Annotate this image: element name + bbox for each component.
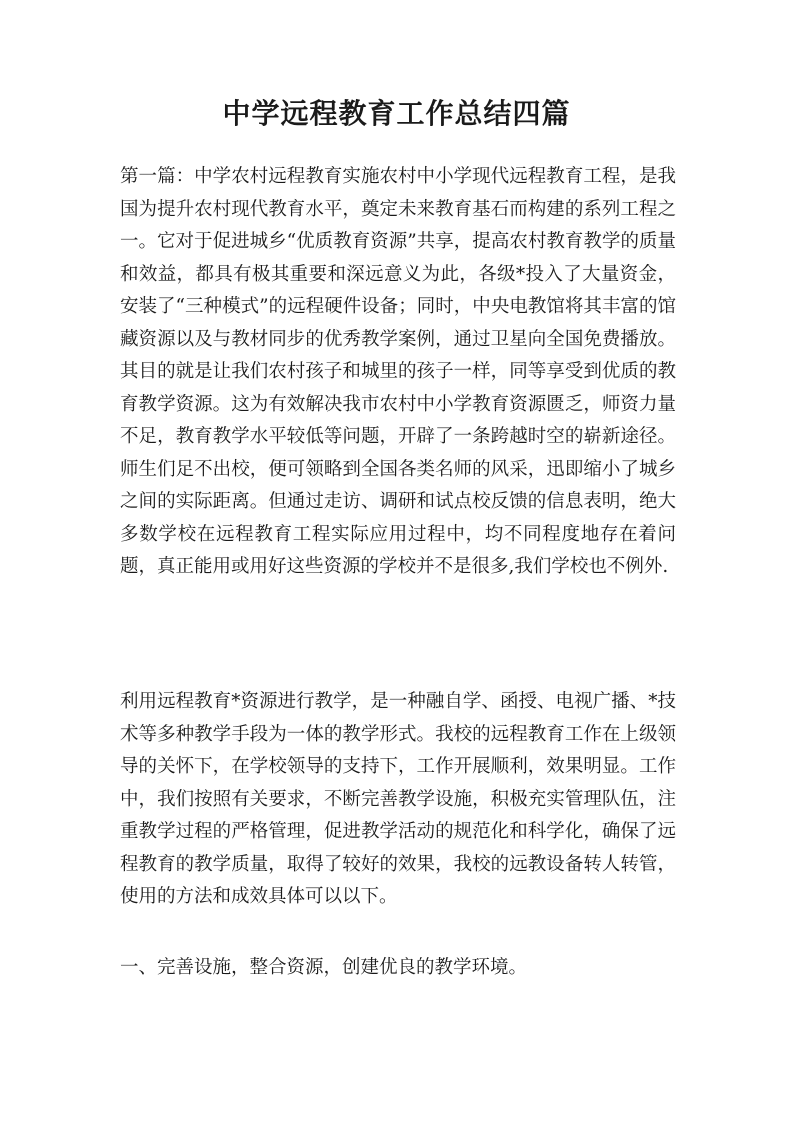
document-title: 中学远程教育工作总结四篇 (222, 97, 571, 130)
body-paragraph: 利用远程教育*资源进行教学，是一种融自学、函授、电视广播、*技术等多种教学手段为一体的教学形式。我校的远程教育工作在上级领导的关怀下，在学校领导的支持下，工作开展顺利，效果明显。工作中，我们按照有关要求，不断完善教学设施，积极充实管理队伍，注重教学过程的严格管理，促进教学活动的规范化和科学化，确保了远程教育的教学质量，取得了较好的效果，我校的远教设备转人转管，使用的方法和成效具体可以以下。 (120, 691, 676, 907)
body-paragraph: 第一篇：中学农村远程教育实施农村中小学现代远程教育工程，是我国为提升农村现代教育水平，奠定未来教育基石而构建的系列工程之一。它对于促进城乡“优质教育资源”共享，提高农村教育教学的质量和效益，都具有极其重要和深远意义为此，各级*投入了大量资金，安装了“三种模式”的远程硬件设备；同时，中央电教馆将其丰富的馆藏资源以及与教材同步的优秀教学案例，通过卫星向全国免费播放。其目的就是让我们农村孩子和城里的孩子一样，同等享受到优质的教育教学资源。这为有效解决我市农村中小学教育资源匮乏，师资力量不足，教育教学水平较低等问题，开辟了一条跨越时空的崭新途径。师生们足不出校，便可领略到全国各类名师的风采，迅即缩小了城乡之间的实际距离。但通过走访、调研和试点校反馈的信息表明，绝大多数学校在远程教育工程实际应用过程中，均不同程度地存在着问题，真正能用或用好这些资源的学校并不是很多,我们学校也不例外. (120, 166, 676, 577)
section-heading: 一、完善设施，整合资源，创建优良的教学环境。 (120, 957, 528, 978)
